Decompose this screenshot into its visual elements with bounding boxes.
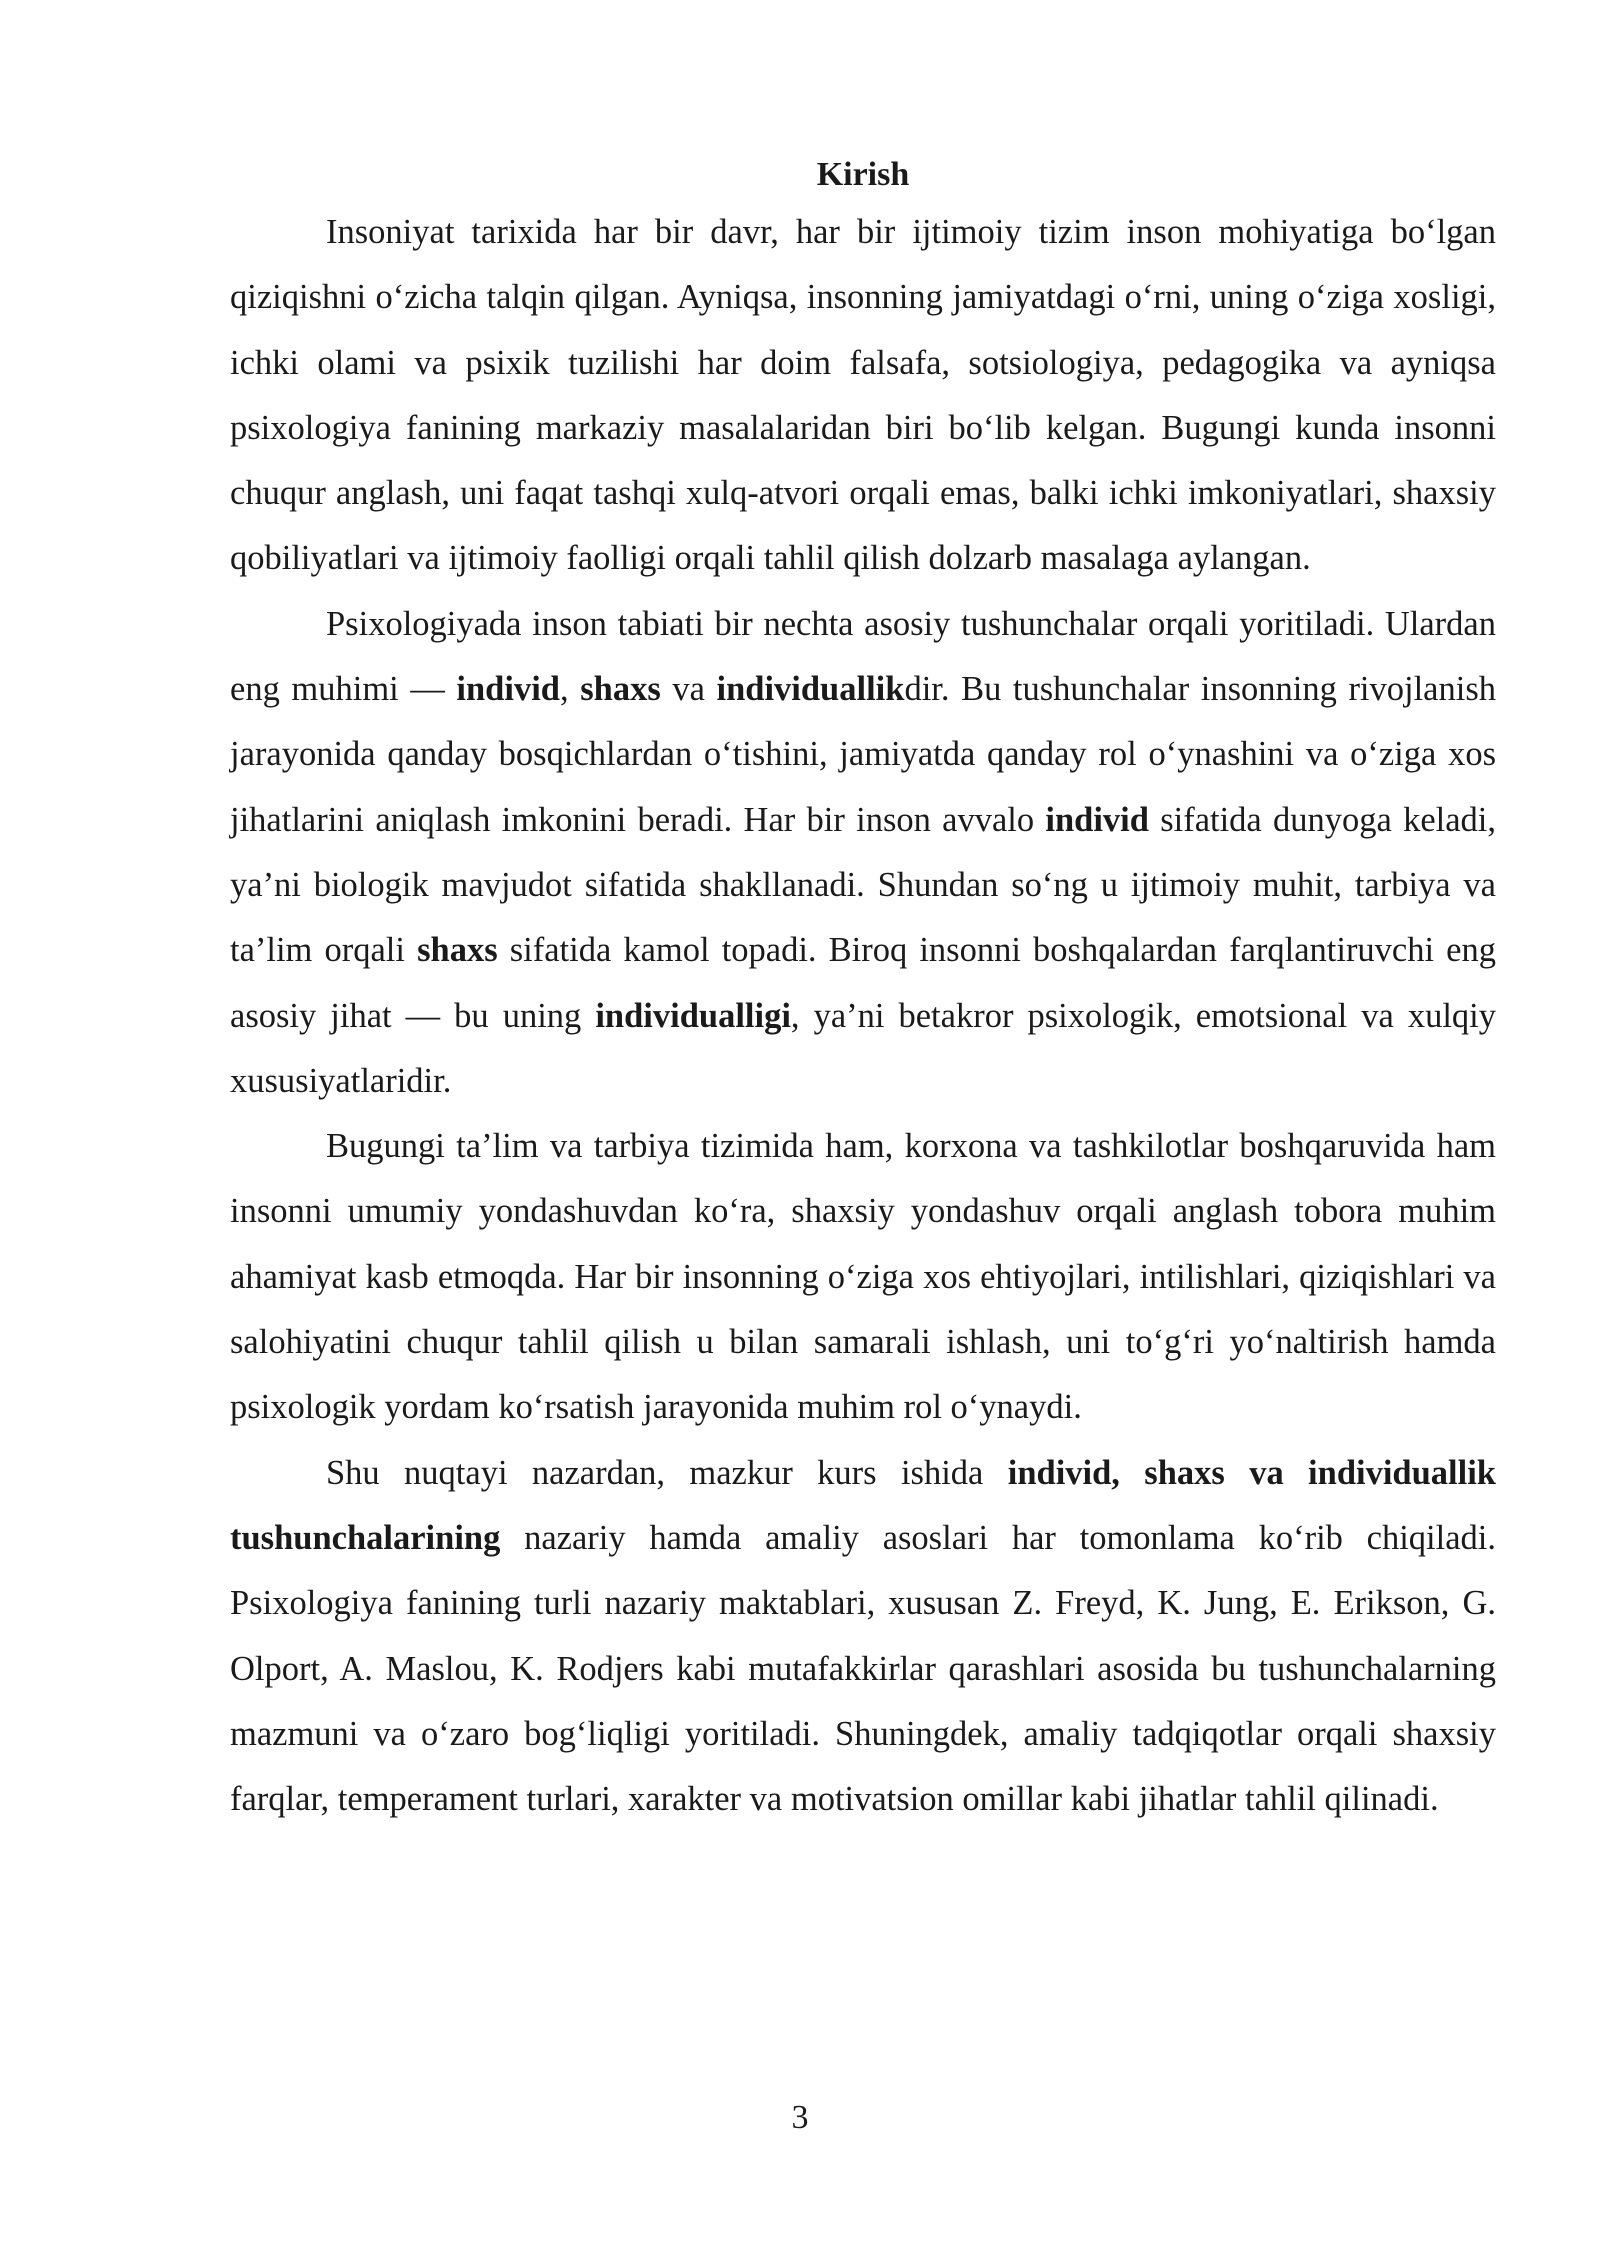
paragraph <box>230 1114 1496 1440</box>
page-number: 3 <box>791 2099 809 2136</box>
paragraph <box>230 1441 1496 1833</box>
text-run: dir. Bu tushunchalar insonning rivojlanish jarayonida qanday bosqichlardan o‘tishini, jamiyatda qanday rol o‘ynashini va o‘ziga xos jihatlarini aniqlash imkonini beradi. Har bir inson avvalo <box>230 670 1497 839</box>
text-run: Psixologiyada inson tabiati bir nechta asosiy tushunchalar orqali yoritiladi. Ulardan eng muhimi — <box>230 604 1496 709</box>
page-content <box>230 150 1496 1832</box>
text-run: nazariy hamda amaliy asoslari har tomonlama ko‘rib chiqiladi. Psixologiya fanining turli nazariy maktablari, xususan Z. Freyd, K. Jung, E. Erikson, G. Olport, A. Maslou, K. Rodjers kabi mutafakkirlar qarashlari asosida bu tushunchalarning mazmuni va o‘zaro bog‘liqligi yoritiladi. Shuningdek, amaliy tadqiqotlar orqali shaxsiy farqlar, temperament turlari, xarakter va motivatsion omillar kabi jihatlar tahlil qilinadi. <box>230 1518 1496 1819</box>
text-run: , <box>559 670 581 709</box>
text-run: sifatida dunyoga keladi, ya’ni biologik mavjudot sifatida shakllanadi. Shundan so‘ng u ijtimoiy muhit, tarbiya va ta’lim orqali <box>230 800 1496 970</box>
text-run: Insoniyat tarixida har bir davr, har bir ijtimoiy tizim inson mohiyatiga bo‘lgan qiziqishni o‘zicha talqin qilgan. Ayniqsa, insonning jamiyatdagi o‘rni, uning o‘ziga xosligi, ichki olami va psixik tuzilishi har doim falsafa, sotsiologiya, pedagogika va ayniqsa psixologiya fanining markaziy masalalaridan biri bo‘lib kelgan. Bugungi kunda insonni chuqur anglash, uni faqat tashqi xulq-atvori orqali emas, balki ichki imkoniyatlari, shaxsiy qobiliyatlari va ijtimoiy faolligi orqali tahlil qilish dolzarb masalaga aylangan. <box>230 213 1496 578</box>
bold-term: individ <box>1045 800 1149 839</box>
text-run: sifatida kamol topadi. Biroq insonni boshqalardan farqlantiruvchi eng asosiy jihat — bu uning <box>230 931 1496 1035</box>
bold-term: individualligi <box>595 996 791 1035</box>
text-run: Shu nuqtayi nazardan, mazkur kurs ishida <box>326 1453 1008 1492</box>
text-run: va <box>660 670 717 709</box>
bold-term: shaxs <box>580 670 661 709</box>
bold-term: shaxs <box>417 931 498 970</box>
paragraph <box>230 200 1496 592</box>
text-run: Bugungi ta’lim va tarbiya tizimida ham, korxona va tashkilotlar boshqaruvida ham insonni umumiy yondashuvdan ko‘ra, shaxsiy yondashuv orqali anglash tobora muhim ahamiyat kasb etmoqda. Har bir insonning o‘ziga xos ehtiyojlari, intilishlari, qiziqishlari va salohiyatini chuqur tahlil qilish u bilan samarali ishlash, uni to‘g‘ri yo‘naltirish hamda psixologik yordam ko‘rsatish jarayonida muhim rol o‘ynaydi. <box>230 1127 1496 1427</box>
bold-term: individ <box>456 670 560 709</box>
bold-term: individuallik <box>716 670 905 709</box>
text-run: , ya’ni betakror psixologik, emotsional va xulqiy xususiyatlaridir. <box>230 996 1496 1100</box>
section-heading: Kirish <box>816 156 910 193</box>
paragraph <box>230 592 1496 1114</box>
bold-term: individ, shaxs va individuallik tushunchalarining <box>230 1453 1496 1557</box>
